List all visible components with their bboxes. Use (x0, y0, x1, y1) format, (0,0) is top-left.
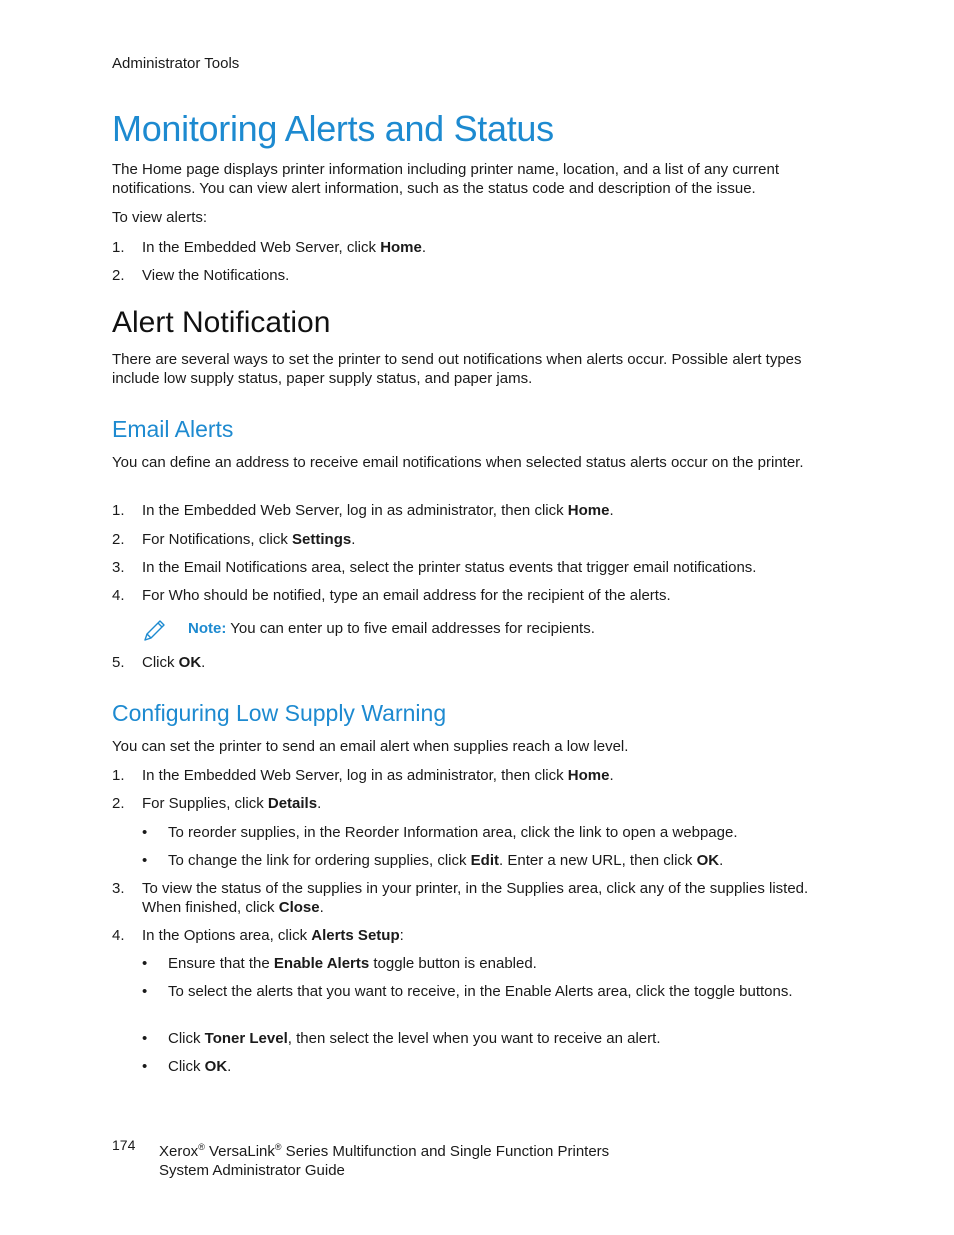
note-text: You can enter up to five email addresses for recipients. (226, 620, 595, 637)
intro-paragraph: The Home page displays printer information including printer name, location, and a list of any current notifications. You can view alert information, such as the status code and description of the issue. (112, 161, 780, 197)
running-header: Administrator Tools (112, 55, 240, 72)
page-title: Monitoring Alerts and Status (112, 108, 554, 149)
footer-title: Xerox® VersaLink® Series Multifunction and Single Function Printers System Administrator Guide (159, 1142, 610, 1179)
low-intro: You can set the printer to send an email alert when supplies reach a low level. (112, 738, 629, 755)
note-label: Note: (188, 620, 227, 637)
section-title-email-alerts: Email Alerts (112, 416, 234, 442)
to-view-label: To view alerts: (112, 209, 208, 226)
alert-intro: There are several ways to set the printer to send out notifications when alerts occur. Possible alert types include low supply status, paper supply status, and paper jams. (112, 351, 802, 387)
page-number: 174 (112, 1137, 136, 1153)
section-title-alert-notification: Alert Notification (112, 306, 331, 339)
email-intro: You can define an address to receive email notifications when selected status alerts occur on the printer. (112, 454, 804, 471)
section-title-low-supply: Configuring Low Supply Warning (112, 700, 447, 726)
note (188, 619, 828, 638)
pencil-icon (141, 618, 167, 644)
